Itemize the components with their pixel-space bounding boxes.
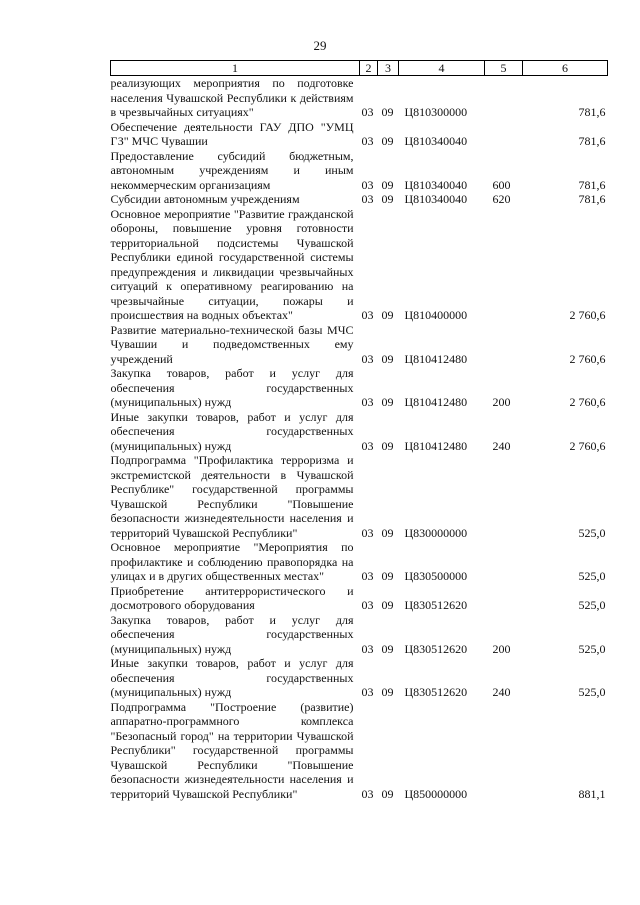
budget-table xyxy=(110,60,608,801)
table-row xyxy=(111,613,608,657)
table-row xyxy=(111,584,608,613)
row-target-article: Ц810412480 xyxy=(404,351,468,366)
row-name: Иные закупки товаров, работ и услуг для обеспечения государственных (муниципальных) нужд xyxy=(110,656,354,699)
row-section: 03 xyxy=(361,438,374,453)
table-row xyxy=(111,453,608,540)
row-section: 03 xyxy=(361,134,374,148)
row-subsection: 09 xyxy=(381,395,394,409)
header-col-5: 5 xyxy=(485,61,523,76)
row-subsection: 09 xyxy=(381,351,394,366)
row-name: Развитие материально-технической базы МЧС Чувашии и подведомственных ему учреждений xyxy=(110,322,354,366)
row-section: 03 xyxy=(361,177,374,192)
row-target-article: Ц850000000 xyxy=(404,786,468,801)
row-subsection: 09 xyxy=(381,685,394,699)
row-amount: 525,0 xyxy=(578,569,606,583)
table-row xyxy=(111,410,608,454)
row-expense-type xyxy=(485,120,523,149)
row-expense-type xyxy=(485,540,523,584)
table-row xyxy=(111,700,608,802)
row-expense-type: 240 xyxy=(492,685,511,699)
row-expense-type xyxy=(485,207,523,323)
table-row xyxy=(111,207,608,323)
row-amount: 781,6 xyxy=(578,192,606,206)
row-section: 03 xyxy=(361,685,374,699)
row-amount: 781,6 xyxy=(578,105,606,119)
table-row xyxy=(111,192,608,207)
row-amount: 525,0 xyxy=(578,641,606,656)
table-row xyxy=(111,656,608,700)
row-amount: 2 760,6 xyxy=(569,395,606,409)
row-name: Подпрограмма "Построение (развитие) аппаратно-программного комплекса "Безопасный город" на территории Чувашской Республики" государственной программы Чувашской Республики "Повышение безопасности жизнедеятельности населения и территорий Чувашской Республики" xyxy=(110,699,354,801)
row-section: 03 xyxy=(361,308,374,322)
row-expense-type xyxy=(485,700,523,802)
row-name: Основное мероприятие "Развитие гражданской обороны, повышение уровня готовности территориальной подсистемы Чувашской Республики единой государственной системы предупреждения и ликвидации чрезвычайных ситуаций к оперативному реагированию на чрезвычайные ситуации, пожары и происшествия на водных объектах" xyxy=(110,206,354,322)
header-col-6: 6 xyxy=(523,61,608,76)
row-section: 03 xyxy=(361,641,374,656)
row-section: 03 xyxy=(361,192,374,206)
row-name: Приобретение антитеррористического и досмотрового оборудования xyxy=(110,583,354,612)
header-col-2: 2 xyxy=(360,61,378,76)
row-subsection: 09 xyxy=(381,308,394,322)
row-subsection: 09 xyxy=(381,641,394,656)
table-row xyxy=(111,323,608,367)
row-expense-type: 200 xyxy=(492,641,511,656)
header-col-4: 4 xyxy=(399,61,485,76)
row-amount: 525,0 xyxy=(578,685,606,699)
row-target-article: Ц810340040 xyxy=(404,192,468,206)
row-amount: 781,6 xyxy=(578,177,606,192)
row-name: реализующих мероприятия по подготовке населения Чувашской Республики к действиям в чрезвычайных ситуациях" xyxy=(110,76,354,119)
row-section: 03 xyxy=(361,786,374,801)
row-target-article: Ц810340040 xyxy=(404,134,468,148)
row-target-article: Ц830512620 xyxy=(404,598,468,612)
row-amount: 781,6 xyxy=(578,134,606,148)
row-target-article: Ц830512620 xyxy=(404,685,468,699)
row-target-article: Ц810300000 xyxy=(404,105,468,119)
row-amount: 881,1 xyxy=(578,786,606,801)
row-section: 03 xyxy=(361,395,374,409)
row-expense-type xyxy=(485,76,523,120)
row-amount: 2 760,6 xyxy=(569,438,606,453)
row-expense-type xyxy=(485,584,523,613)
row-name: Подпрограмма "Профилактика терроризма и экстремистской деятельности в Чувашской Республике" государственной программы Чувашской Республики "Повышение безопасности жизнедеятельности населения и территорий Чувашской Республики" xyxy=(110,453,354,540)
row-section: 03 xyxy=(361,105,374,119)
table-row xyxy=(111,366,608,410)
row-target-article: Ц830500000 xyxy=(404,569,468,583)
row-name: Основное мероприятие "Мероприятия по профилактике и соблюдению правопорядка на улицах и в других общественных местах" xyxy=(110,540,354,583)
row-target-article: Ц810340040 xyxy=(404,177,468,192)
row-section: 03 xyxy=(361,569,374,583)
row-target-article: Ц810412480 xyxy=(404,438,468,453)
row-expense-type: 600 xyxy=(492,177,511,192)
row-name: Обеспечение деятельности ГАУ ДПО "УМЦ ГЗ" МЧС Чувашии xyxy=(110,119,354,148)
row-subsection: 09 xyxy=(381,192,394,206)
row-section: 03 xyxy=(361,525,374,540)
row-subsection: 09 xyxy=(381,525,394,540)
row-expense-type: 240 xyxy=(492,438,511,453)
row-name: Закупка товаров, работ и услуг для обеспечения государственных (муниципальных) нужд xyxy=(110,612,354,656)
table-row xyxy=(111,540,608,584)
row-subsection: 09 xyxy=(381,134,394,148)
page-number: 29 xyxy=(313,38,327,53)
header-col-1: 1 xyxy=(111,61,360,76)
row-target-article: Ц810400000 xyxy=(404,308,468,322)
row-name: Субсидии автономным учреждениям xyxy=(110,192,300,206)
row-name: Иные закупки товаров, работ и услуг для обеспечения государственных (муниципальных) нужд xyxy=(110,409,354,453)
row-subsection: 09 xyxy=(381,598,394,612)
header-row xyxy=(111,61,608,76)
row-expense-type: 620 xyxy=(492,192,511,206)
table-row xyxy=(111,120,608,149)
row-name: Закупка товаров, работ и услуг для обеспечения государственных (муниципальных) нужд xyxy=(110,366,354,409)
row-amount: 525,0 xyxy=(578,598,606,612)
row-subsection: 09 xyxy=(381,569,394,583)
row-amount: 525,0 xyxy=(578,525,606,540)
row-target-article: Ц810412480 xyxy=(404,395,468,409)
row-expense-type xyxy=(485,453,523,540)
row-amount: 2 760,6 xyxy=(569,351,606,366)
row-target-article: Ц830512620 xyxy=(404,641,468,656)
row-target-article: Ц830000000 xyxy=(404,525,468,540)
header-col-3: 3 xyxy=(378,61,399,76)
row-subsection: 09 xyxy=(381,177,394,192)
row-subsection: 09 xyxy=(381,105,394,119)
row-subsection: 09 xyxy=(381,438,394,453)
row-section: 03 xyxy=(361,598,374,612)
row-expense-type xyxy=(485,323,523,367)
row-name: Предоставление субсидий бюджетным, автономным учреждениям и иным некоммерческим организациям xyxy=(110,148,354,192)
row-expense-type: 200 xyxy=(492,395,511,409)
row-section: 03 xyxy=(361,351,374,366)
table-row xyxy=(111,76,608,120)
row-subsection: 09 xyxy=(381,786,394,801)
row-amount: 2 760,6 xyxy=(569,308,606,322)
table-row xyxy=(111,149,608,193)
